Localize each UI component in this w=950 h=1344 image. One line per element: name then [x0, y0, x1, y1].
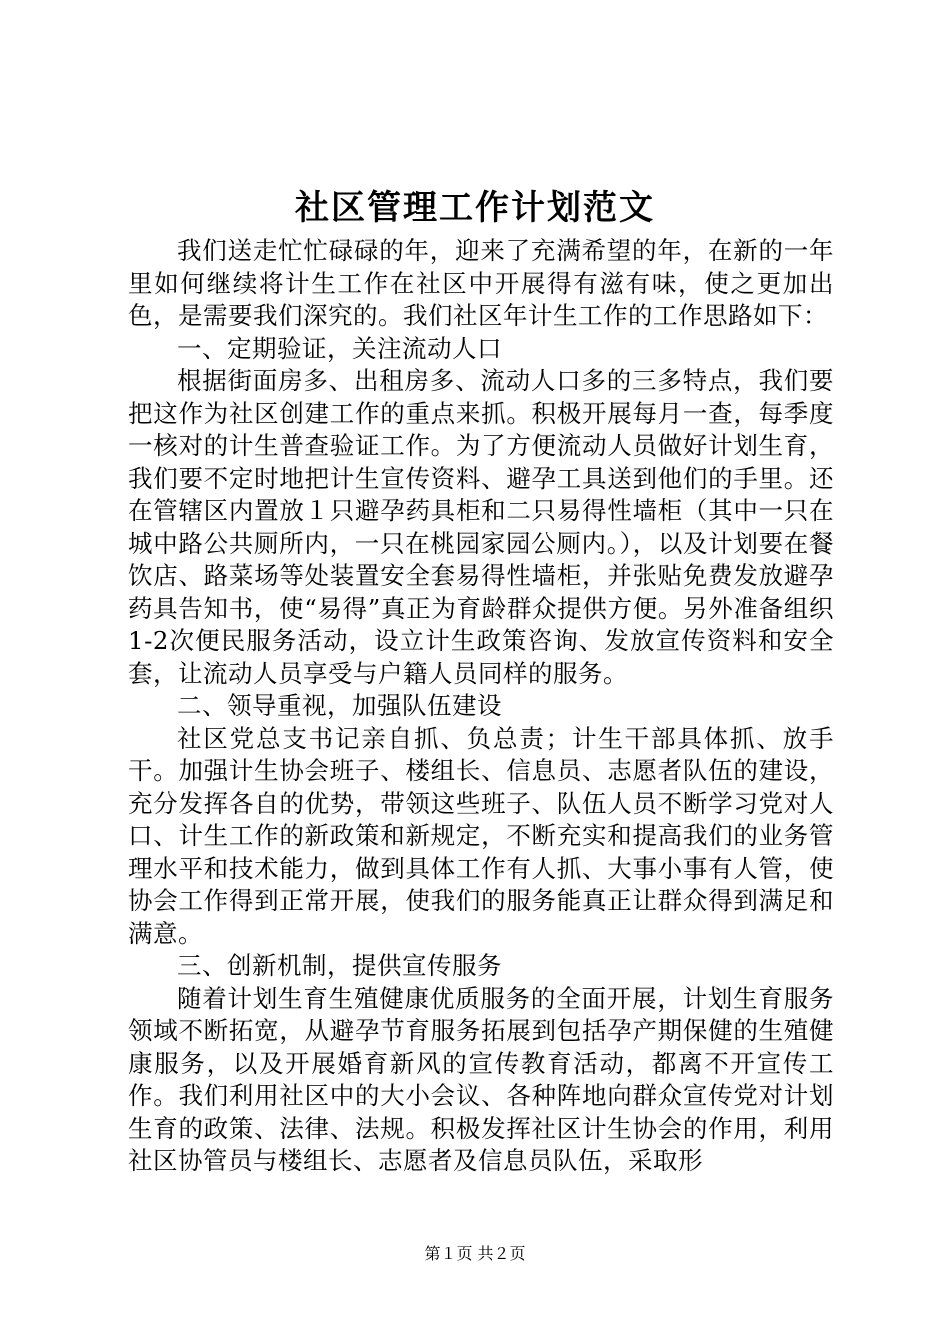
document-body: [128, 235, 834, 1178]
section-paragraph-3: 随着计划生育生殖健康优质服务的全面开展，计划生育服务领域不断拓宽，从避孕节育服务拓展到包括孕产期保健的生殖健康服务，以及开展婚育新风的宣传教育活动，都离不开宣传工作。我们利用社区中的大小会议、各种阵地向群众宣传党对计划生育的政策、法律、法规。积极发挥社区计生协会的作用，利用社区协管员与楼组长、志愿者及信息员队伍，采取形: [128, 983, 834, 1175]
section-heading-3: 三、创新机制，提供宣传服务: [177, 951, 502, 980]
section-heading-1: 一、定期验证，关注流动人口: [177, 333, 502, 363]
page-footer: 第１页 共２页: [424, 1244, 526, 1263]
section-paragraph-1: 根据街面房多、出租房多、流动人口多的三多特点，我们要把这作为社区创建工作的重点来抓。积极开展每月一查，每季度一核对的计生普查验证工作。为了方便流动人员做好计划生育，我们要不定时地把计生宣传资料、避孕工具送到他们的手里。还在管辖区内置放１只避孕药具柜和二只易得性墙柜（其中一只在城中路公共厕所内，一只在桃园家园公厕内。），以及计划要在餐饮店、路菜场等处装置安全套易得性墙柜，并张贴免费发放避孕药具告知书，使“易得”真正为育龄群众提供方便。另外准备组织1-2次便民服务活动，设立计生政策咨询、发放宣传资料和安全套，让流动人员享受与户籍人员同样的服务。: [128, 366, 834, 688]
section-paragraph-2: 社区党总支书记亲自抓、负总责；计生干部具体抓、放手干。加强计生协会班子、楼组长、信息员、志愿者队伍的建设，充分发挥各自的优势，带领这些班子、队伍人员不断学习党对人口、计生工作的新政策和新规定，不断充实和提高我们的业务管理水平和技术能力，做到具体工作有人抓、大事小事有人管，使协会工作得到正常开展，使我们的服务能真正让群众得到满足和满意。: [128, 723, 834, 948]
document-title: 社区管理工作计划范文: [295, 188, 655, 228]
section-heading-2: 二、领导重视，加强队伍建设: [177, 691, 502, 720]
intro-paragraph: 我们送走忙忙碌碌的年，迎来了充满希望的年，在新的一年里如何继续将计生工作在社区中开展得有滋有味，使之更加出色，是需要我们深究的。我们社区年计生工作的工作思路如下：: [128, 236, 834, 330]
